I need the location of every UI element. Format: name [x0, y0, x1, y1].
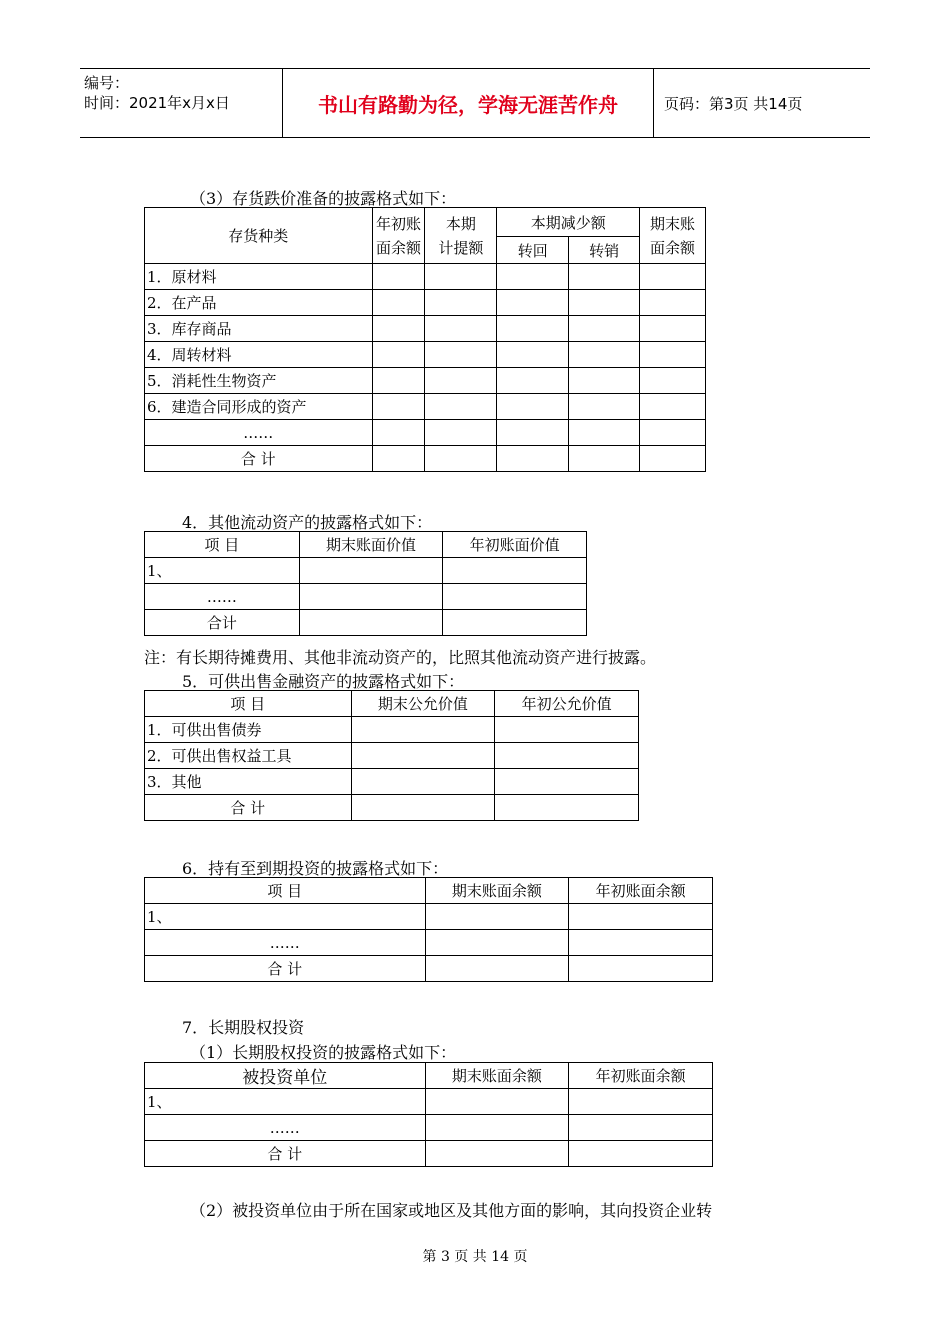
table-row-total: 合 计 — [145, 795, 639, 821]
section4-note: 注：有长期待摊费用、其他非流动资产的，比照其他流动资产进行披露。 — [144, 648, 657, 667]
afs-financial-assets-table: 项 目 期末公允价值 年初公允价值 1．可供出售债券 2．可供出售权益工具 3．其他 合 计 — [144, 690, 639, 821]
header-page-info: 页码：第3页 共14页 — [664, 94, 803, 113]
page-header — [80, 68, 870, 138]
table-row: 1、 — [145, 558, 587, 584]
section5-title: 5．可供出售金融资产的披露格式如下： — [182, 672, 465, 691]
table-row: 2．可供出售权益工具 — [145, 743, 639, 769]
table-row: 1．可供出售债券 — [145, 717, 639, 743]
table-row-total: 合 计 — [145, 446, 706, 472]
section4-title: 4．其他流动资产的披露格式如下： — [182, 513, 433, 532]
table-row: …… — [145, 930, 713, 956]
table-row-total: 合 计 — [145, 956, 713, 982]
table-row-total: 合计 — [145, 610, 587, 636]
section6-title: 6．持有至到期投资的披露格式如下： — [182, 859, 449, 878]
table-row: 3．库存商品 — [145, 316, 706, 342]
col-decrease: 本期减少额 — [497, 208, 640, 237]
col-provision: 本期 计提额 — [425, 208, 497, 264]
table-row-total: 合 计 — [145, 1141, 713, 1167]
table-row: 2．在产品 — [145, 290, 706, 316]
table-row: …… — [145, 420, 706, 446]
header-motto: 书山有路勤为径，学海无涯苦作舟 — [282, 69, 654, 137]
section7-sub2: （2）被投资单位由于所在国家或地区及其他方面的影响，其向投资企业转 — [190, 1201, 713, 1220]
section7-sub1: （1）长期股权投资的披露格式如下： — [190, 1043, 457, 1062]
table-row: 1、 — [145, 904, 713, 930]
inventory-provision-table — [144, 207, 706, 472]
col-end: 期末账 面余额 — [640, 208, 706, 264]
htm-investments-table: 项 目 期末账面余额 年初账面余额 1、 …… 合 计 — [144, 877, 713, 982]
table-row: …… — [145, 584, 587, 610]
lt-equity-investments-table: 被投资单位 期末账面余额 年初账面余额 1、 …… 合 计 — [144, 1062, 713, 1167]
section3-title: （3）存货跌价准备的披露格式如下： — [190, 189, 457, 208]
table-row: 6．建造合同形成的资产 — [145, 394, 706, 420]
other-current-assets-table: 项 目 期末账面价值 年初账面价值 1、 …… 合计 — [144, 531, 587, 636]
table-row: 4．周转材料 — [145, 342, 706, 368]
col-writeoff: 转销 — [569, 237, 640, 264]
col-begin: 年初账 面余额 — [372, 208, 425, 264]
table-row: 3．其他 — [145, 769, 639, 795]
col-type: 存货种类 — [145, 208, 373, 264]
table-row: 5．消耗性生物资产 — [145, 368, 706, 394]
time-label: 时间：2021年x月x日 — [84, 94, 230, 112]
table-row: 1、 — [145, 1089, 713, 1115]
table-row: …… — [145, 1115, 713, 1141]
section7-title: 7．长期股权投资 — [182, 1018, 305, 1037]
table-row: 1．原材料 — [145, 264, 706, 290]
header-left — [80, 69, 282, 137]
number-label: 编号： — [84, 74, 130, 92]
page-footer: 第 3 页 共 14 页 — [422, 1249, 528, 1265]
col-reverse: 转回 — [497, 237, 569, 264]
